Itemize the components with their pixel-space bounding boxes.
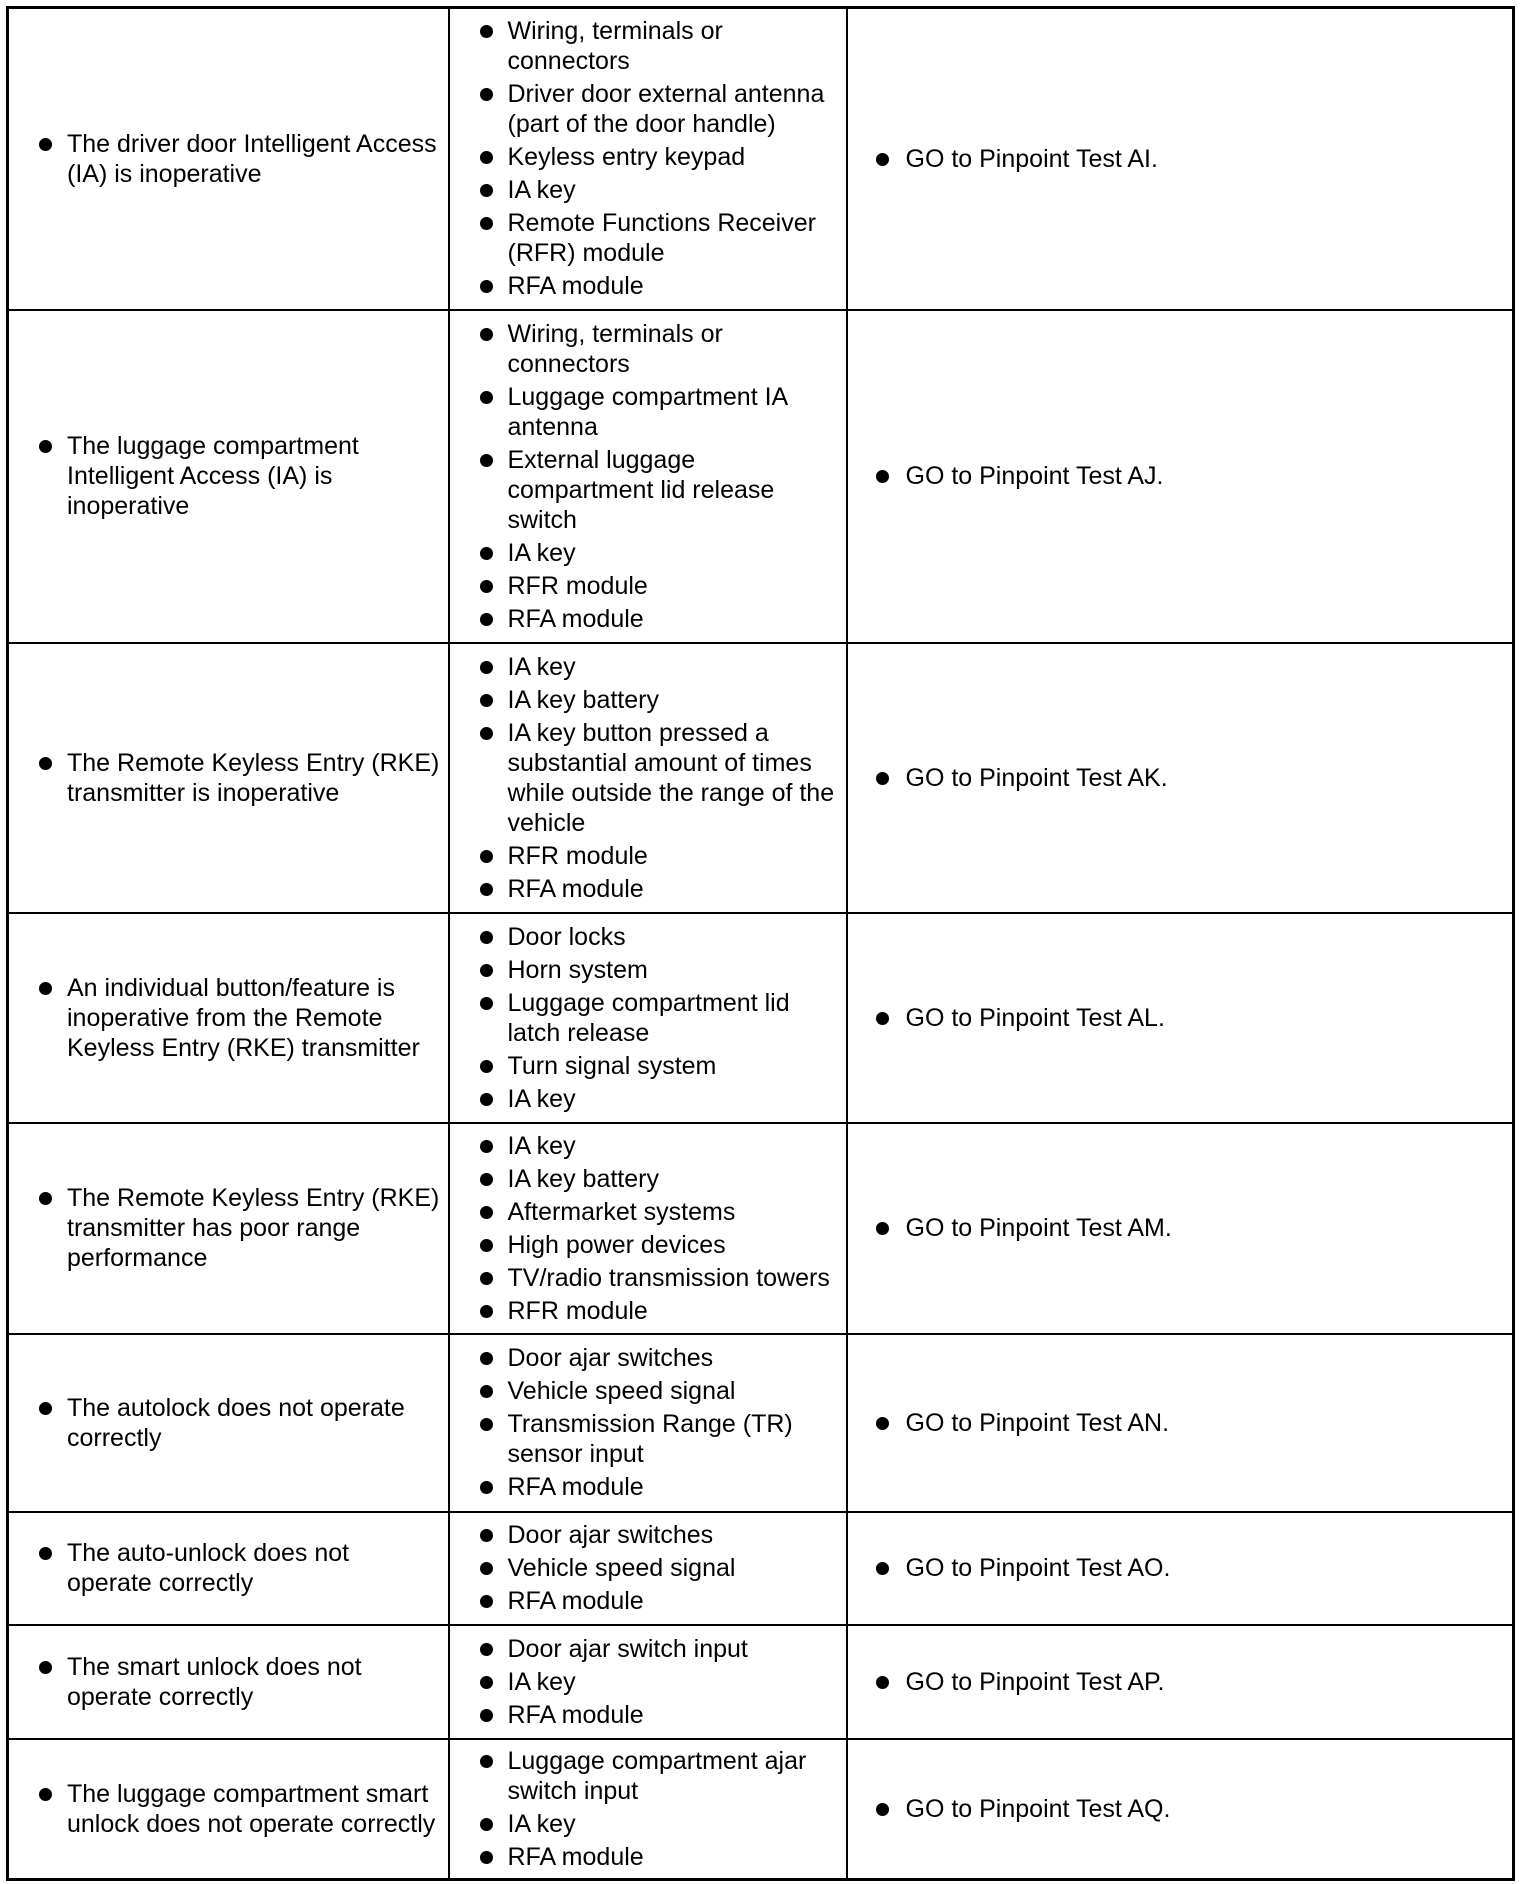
condition-text: The auto-unlock does not operate correctly: [17, 1538, 440, 1598]
condition-text: The luggage compartment smart unlock does not operate correctly: [17, 1779, 440, 1839]
action-cell: [847, 1123, 1514, 1334]
possible-cause-item: RFR module: [458, 841, 838, 871]
possible-cause-item: IA key: [458, 652, 838, 682]
possible-causes-list: [458, 652, 838, 904]
action-list: [856, 1213, 1505, 1243]
possible-causes-cell: [449, 913, 847, 1123]
possible-cause-item: IA key: [458, 1131, 838, 1161]
possible-cause-item: Luggage compartment lid latch release: [458, 988, 838, 1048]
possible-cause-item: IA key button pressed a substantial amount of times while outside the range of the vehicle: [458, 718, 838, 838]
condition-cell: [8, 1512, 449, 1625]
possible-cause-item: Keyless entry keypad: [458, 142, 838, 172]
condition-text: The autolock does not operate correctly: [17, 1393, 440, 1453]
pinpoint-test-link: GO to Pinpoint Test AN.: [856, 1408, 1505, 1438]
action-list: [856, 763, 1505, 793]
possible-causes-cell: [449, 1334, 847, 1512]
possible-causes-list: [458, 1746, 838, 1872]
possible-cause-item: Luggage compartment ajar switch input: [458, 1746, 838, 1806]
action-cell: [847, 1739, 1514, 1880]
action-list: [856, 1553, 1505, 1583]
condition-cell: [8, 643, 449, 913]
condition-list: [17, 129, 440, 189]
possible-cause-item: IA key: [458, 1667, 838, 1697]
condition-text: The Remote Keyless Entry (RKE) transmitter has poor range performance: [17, 1183, 440, 1273]
action-list: [856, 1667, 1505, 1697]
possible-causes-list: [458, 1343, 838, 1502]
possible-cause-item: RFA module: [458, 1586, 838, 1616]
possible-cause-item: RFA module: [458, 271, 838, 301]
symptom-chart-body: [8, 8, 1514, 1880]
table-row: [8, 1334, 1514, 1512]
table-row: [8, 1739, 1514, 1880]
condition-list: [17, 1183, 440, 1273]
possible-cause-item: External luggage compartment lid release switch: [458, 445, 838, 535]
condition-text: The luggage compartment Intelligent Access (IA) is inoperative: [17, 431, 440, 521]
table-row: [8, 1625, 1514, 1739]
possible-causes-cell: [449, 1512, 847, 1625]
possible-cause-item: Aftermarket systems: [458, 1197, 838, 1227]
possible-cause-item: Wiring, terminals or connectors: [458, 16, 838, 76]
pinpoint-test-link: GO to Pinpoint Test AJ.: [856, 461, 1505, 491]
possible-cause-item: High power devices: [458, 1230, 838, 1260]
possible-cause-item: IA key: [458, 1084, 838, 1114]
action-cell: [847, 1625, 1514, 1739]
possible-causes-cell: [449, 1123, 847, 1334]
pinpoint-test-link: GO to Pinpoint Test AK.: [856, 763, 1505, 793]
possible-cause-item: Luggage compartment IA antenna: [458, 382, 838, 442]
action-list: [856, 461, 1505, 491]
possible-causes-list: [458, 16, 838, 301]
possible-causes-cell: [449, 310, 847, 643]
possible-causes-cell: [449, 643, 847, 913]
action-list: [856, 1408, 1505, 1438]
action-cell: [847, 913, 1514, 1123]
possible-cause-item: IA key: [458, 538, 838, 568]
condition-list: [17, 1393, 440, 1453]
possible-causes-list: [458, 1131, 838, 1326]
table-row: [8, 8, 1514, 310]
possible-cause-item: IA key battery: [458, 1164, 838, 1194]
condition-text: The driver door Intelligent Access (IA) is inoperative: [17, 129, 440, 189]
possible-cause-item: Remote Functions Receiver (RFR) module: [458, 208, 838, 268]
condition-list: [17, 973, 440, 1063]
condition-text: The smart unlock does not operate correctly: [17, 1652, 440, 1712]
possible-causes-cell: [449, 1739, 847, 1880]
condition-cell: [8, 1123, 449, 1334]
possible-cause-item: Transmission Range (TR) sensor input: [458, 1409, 838, 1469]
possible-cause-item: RFR module: [458, 1296, 838, 1326]
condition-text: An individual button/feature is inoperative from the Remote Keyless Entry (RKE) transmitter: [17, 973, 440, 1063]
action-cell: [847, 1334, 1514, 1512]
possible-causes-list: [458, 319, 838, 634]
condition-cell: [8, 1625, 449, 1739]
possible-cause-item: RFA module: [458, 1700, 838, 1730]
action-list: [856, 1794, 1505, 1824]
possible-cause-item: RFA module: [458, 1472, 838, 1502]
table-row: [8, 913, 1514, 1123]
condition-cell: [8, 8, 449, 310]
possible-cause-item: RFR module: [458, 571, 838, 601]
condition-list: [17, 1538, 440, 1598]
possible-cause-item: Vehicle speed signal: [458, 1376, 838, 1406]
possible-causes-list: [458, 1520, 838, 1616]
action-cell: [847, 643, 1514, 913]
table-row: [8, 310, 1514, 643]
possible-cause-item: IA key battery: [458, 685, 838, 715]
action-cell: [847, 310, 1514, 643]
possible-cause-item: IA key: [458, 175, 838, 205]
pinpoint-test-link: GO to Pinpoint Test AI.: [856, 144, 1505, 174]
possible-cause-item: Horn system: [458, 955, 838, 985]
pinpoint-test-link: GO to Pinpoint Test AM.: [856, 1213, 1505, 1243]
possible-causes-list: [458, 1634, 838, 1730]
pinpoint-test-link: GO to Pinpoint Test AQ.: [856, 1794, 1505, 1824]
condition-list: [17, 431, 440, 521]
possible-causes-list: [458, 922, 838, 1114]
pinpoint-test-link: GO to Pinpoint Test AO.: [856, 1553, 1505, 1583]
table-row: [8, 1512, 1514, 1625]
condition-list: [17, 748, 440, 808]
possible-causes-cell: [449, 1625, 847, 1739]
possible-cause-item: Door ajar switch input: [458, 1634, 838, 1664]
possible-cause-item: Turn signal system: [458, 1051, 838, 1081]
symptom-chart-table: [6, 6, 1515, 1881]
condition-list: [17, 1652, 440, 1712]
possible-cause-item: TV/radio transmission towers: [458, 1263, 838, 1293]
action-list: [856, 144, 1505, 174]
action-list: [856, 1003, 1505, 1033]
possible-cause-item: RFA module: [458, 1842, 838, 1872]
condition-text: The Remote Keyless Entry (RKE) transmitter is inoperative: [17, 748, 440, 808]
condition-cell: [8, 913, 449, 1123]
possible-cause-item: Door ajar switches: [458, 1343, 838, 1373]
action-cell: [847, 8, 1514, 310]
pinpoint-test-link: GO to Pinpoint Test AP.: [856, 1667, 1505, 1697]
possible-cause-item: IA key: [458, 1809, 838, 1839]
pinpoint-test-link: GO to Pinpoint Test AL.: [856, 1003, 1505, 1033]
possible-causes-cell: [449, 8, 847, 310]
possible-cause-item: Door ajar switches: [458, 1520, 838, 1550]
table-row: [8, 1123, 1514, 1334]
possible-cause-item: Driver door external antenna (part of the door handle): [458, 79, 838, 139]
possible-cause-item: RFA module: [458, 874, 838, 904]
condition-cell: [8, 1334, 449, 1512]
possible-cause-item: Door locks: [458, 922, 838, 952]
action-cell: [847, 1512, 1514, 1625]
condition-cell: [8, 1739, 449, 1880]
condition-list: [17, 1779, 440, 1839]
possible-cause-item: Wiring, terminals or connectors: [458, 319, 838, 379]
condition-cell: [8, 310, 449, 643]
possible-cause-item: RFA module: [458, 604, 838, 634]
table-row: [8, 643, 1514, 913]
possible-cause-item: Vehicle speed signal: [458, 1553, 838, 1583]
